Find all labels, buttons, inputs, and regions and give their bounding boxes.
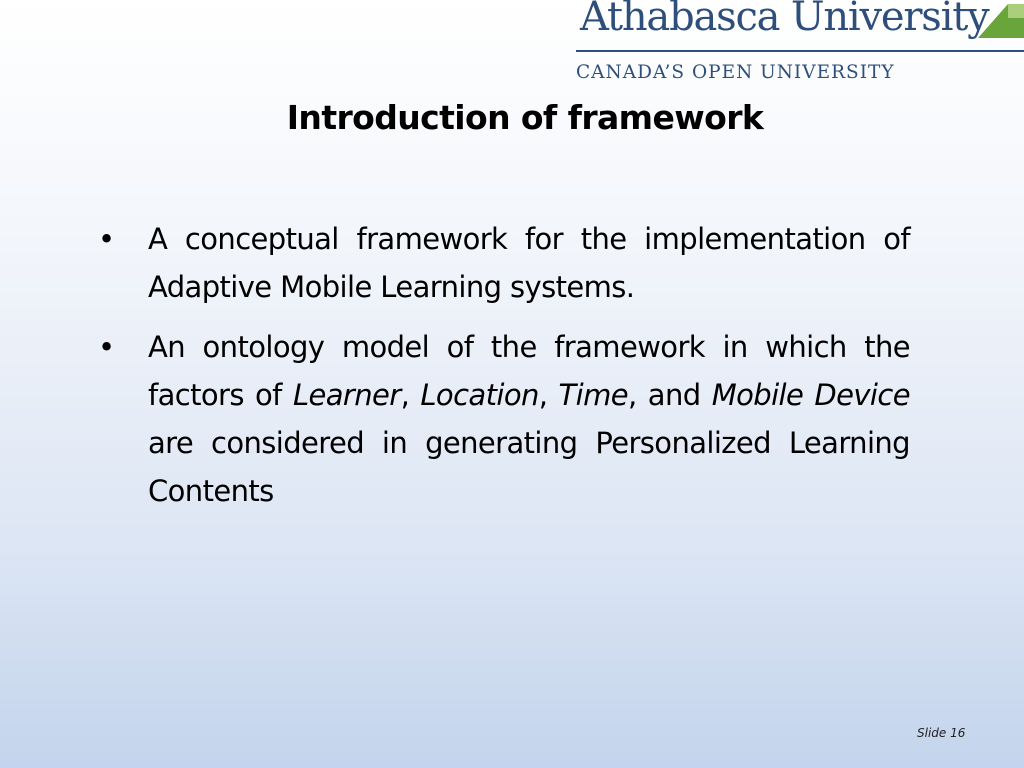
bullet-text: An ontology model of the framework in which the factors of Learner, Location, Time, and Mobile Device are considered in generating Personalized Learning Contents xyxy=(148,330,910,508)
factor-mobile-device: Mobile Device xyxy=(711,378,910,412)
logo-mark-icon xyxy=(978,0,1024,40)
logo-divider xyxy=(576,50,1024,52)
logo-tagline: CANADA’S OPEN UNIVERSITY xyxy=(576,62,895,83)
bullet-icon: • xyxy=(98,330,116,364)
factor-location: Location xyxy=(420,378,539,412)
bullet-list xyxy=(90,215,910,527)
athabasca-university-logo xyxy=(576,0,1024,90)
bullet-icon: • xyxy=(98,222,116,256)
factor-learner: Learner xyxy=(292,378,401,412)
factor-time: Time xyxy=(558,378,628,412)
bullet-item xyxy=(90,215,910,311)
bullet-item xyxy=(90,323,910,515)
logo-wordmark: Athabasca University xyxy=(580,0,989,40)
bullet-text: A conceptual framework for the implementation of Adaptive Mobile Learning systems. xyxy=(148,222,910,304)
slide-number: Slide 16 xyxy=(917,726,966,740)
slide-title: Introduction of framework xyxy=(286,98,764,137)
